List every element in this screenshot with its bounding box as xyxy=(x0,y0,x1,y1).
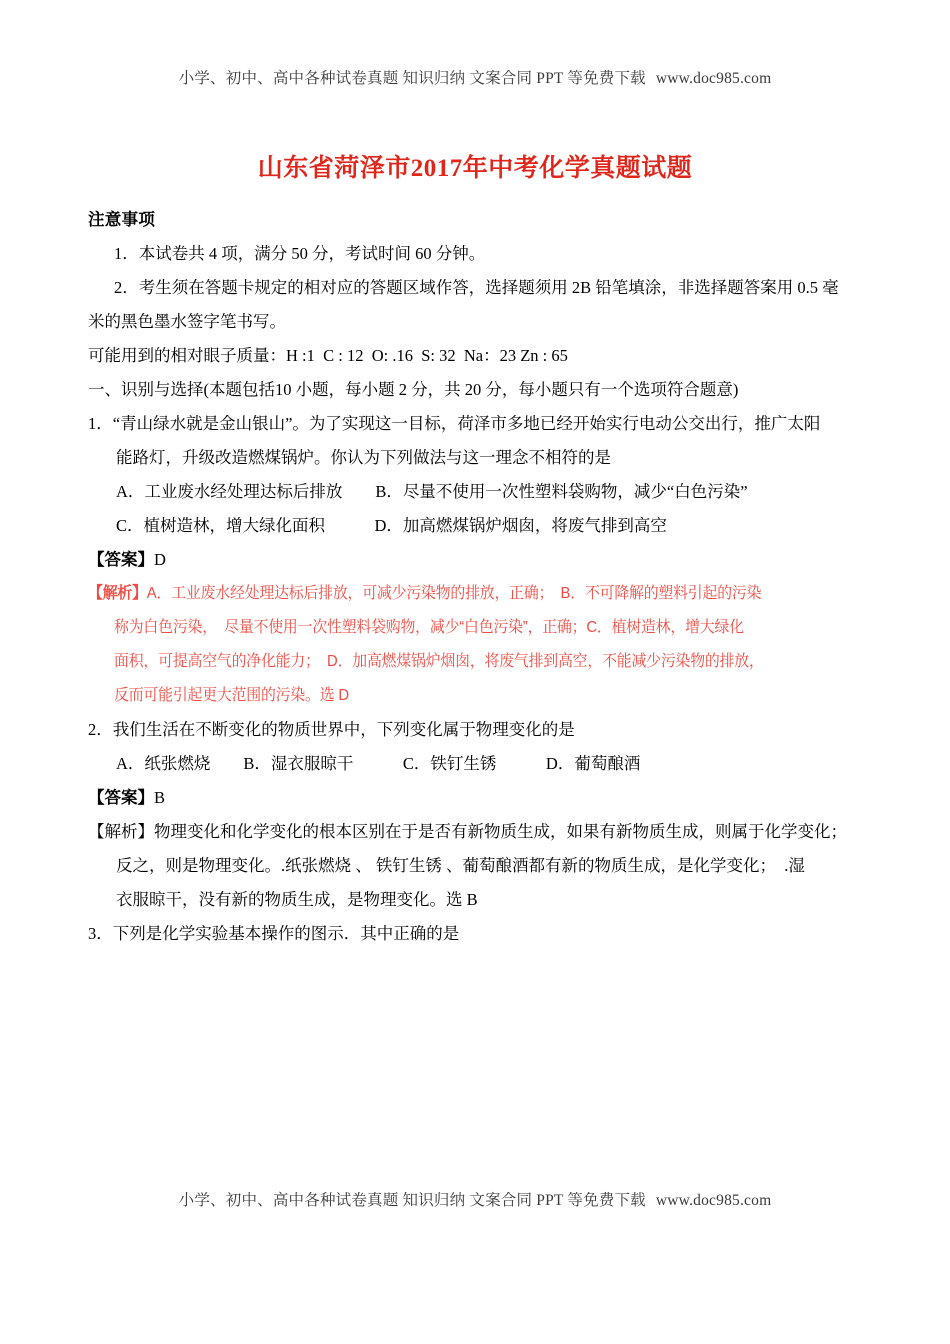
question-2-stem xyxy=(88,713,878,747)
question-1-explanation-line-1 xyxy=(88,577,874,611)
question-2-explanation xyxy=(88,815,878,917)
question-2-answer-label: 【答案】 xyxy=(88,788,154,807)
question-1-explanation-line-3: 面积，可提高空气的净化能力； D．加高燃煤锅炉烟囱，将废气排到高空，不能减少污染物的排放， xyxy=(114,653,764,670)
header-watermark-url: www.doc985.com xyxy=(655,70,772,87)
header-watermark-text: 小学、初中、高中各种试卷真题 知识归纳 文案合同 PPT 等免费下载 xyxy=(178,70,646,87)
question-1-explanation-line-2: 称为白色污染， 尽量不使用一次性塑料袋购物，减少“白色污染”，正确；C．植树造林，增大绿化 xyxy=(114,619,744,636)
question-1-options-row-1: A．工业废水经处理达标后排放 B．尽量不使用一次性塑料袋购物，减少“白色污染” xyxy=(116,482,748,501)
question-3-number: 3． xyxy=(88,924,113,943)
page-title: 山东省菏泽市2017年中考化学真题试题 xyxy=(257,155,693,182)
question-3-stem xyxy=(88,917,878,951)
footer-watermark xyxy=(0,1188,950,1210)
footer-watermark-text: 小学、初中、高中各种试卷真题 知识归纳 文案合同 PPT 等免费下载 xyxy=(178,1192,646,1209)
document-body xyxy=(88,203,878,951)
question-1-answer-value: D xyxy=(154,550,166,569)
question-1-stem xyxy=(88,407,878,441)
section-heading-choice: 一、识别与选择(本题包括10 小题，每小题 2 分，共 20 分，每小题只有一个选项符合题意) xyxy=(88,380,739,399)
question-2-options-row-1: A．纸张燃烧 B．湿衣服晾干 C．铁钉生锈 D．葡萄酿酒 xyxy=(116,754,641,773)
question-2-number: 2． xyxy=(88,720,113,739)
question-1-stem-line1: “青山绿水就是金山银山”。为了实现这一目标，荷泽市多地已经开始实行电动公交出行，推广太阳 xyxy=(112,414,821,433)
question-1-explanation-label: 【解析】 xyxy=(88,585,147,602)
question-1-answer xyxy=(88,543,878,577)
notice-item-3: 米的黑色墨水签字笔书写。 xyxy=(88,312,286,331)
question-2-stem-line1: 我们生活在不断变化的物质世界中，下列变化属于物理变化的是 xyxy=(112,720,575,739)
question-1-options-row-2: C．植树造林，增大绿化面积 D．加高燃煤锅炉烟囱，将废气排到高空 xyxy=(116,516,667,535)
notice-item-2: 2．考生须在答题卡规定的相对应的答题区域作答，选择题须用 2B 铅笔填涂，非选择题答案用 0.5 毫 xyxy=(114,278,839,297)
question-2-explanation-line-3: 衣服晾干，没有新的物质生成，是物理变化。选 B xyxy=(116,890,478,909)
atomic-mass-line: 可能用到的相对眼子质量：H :1 C : 12 O: .16 S: 32 Na：23 Zn : 65 xyxy=(88,346,568,365)
notice-heading: 注意事项 xyxy=(88,210,156,229)
question-1-explanation-text-1: A．工业废水经处理达标后排放，可减少污染物的排放，正确； B．不可降解的塑料引起的污染 xyxy=(146,585,762,602)
question-2-answer-value: B xyxy=(154,788,166,807)
question-2-answer xyxy=(88,781,878,815)
question-2-explanation-line-1 xyxy=(88,815,878,849)
question-1-explanation xyxy=(88,577,874,713)
question-2-explanation-line-2: 反之，则是物理变化。.纸张燃烧 、 铁钉生锈 、葡萄酿酒都有新的物质生成，是化学变化； .湿 xyxy=(116,856,805,875)
question-3-stem-line1: 下列是化学实验基本操作的图示．其中正确的是 xyxy=(112,924,460,943)
footer-watermark-url: www.doc985.com xyxy=(655,1192,772,1209)
question-1-stem-line2: 能路灯，升级改造燃煤锅炉。你认为下列做法与这一理念不相符的是 xyxy=(116,448,611,467)
question-1-answer-label: 【答案】 xyxy=(88,550,154,569)
question-2-explanation-text-1: 物理变化和化学变化的根本区别在于是否有新物质生成，如果有新物质生成，则属于化学变化； xyxy=(154,822,847,841)
question-1-explanation-line-4: 反而可能引起更大范围的污染。选 D xyxy=(114,687,349,704)
notice-item-1: 1．本试卷共 4 项，满分 50 分，考试时间 60 分钟。 xyxy=(114,244,486,263)
header-watermark xyxy=(0,66,950,88)
question-1-number: 1． xyxy=(88,414,113,433)
question-2-explanation-label: 【解析】 xyxy=(88,822,154,841)
